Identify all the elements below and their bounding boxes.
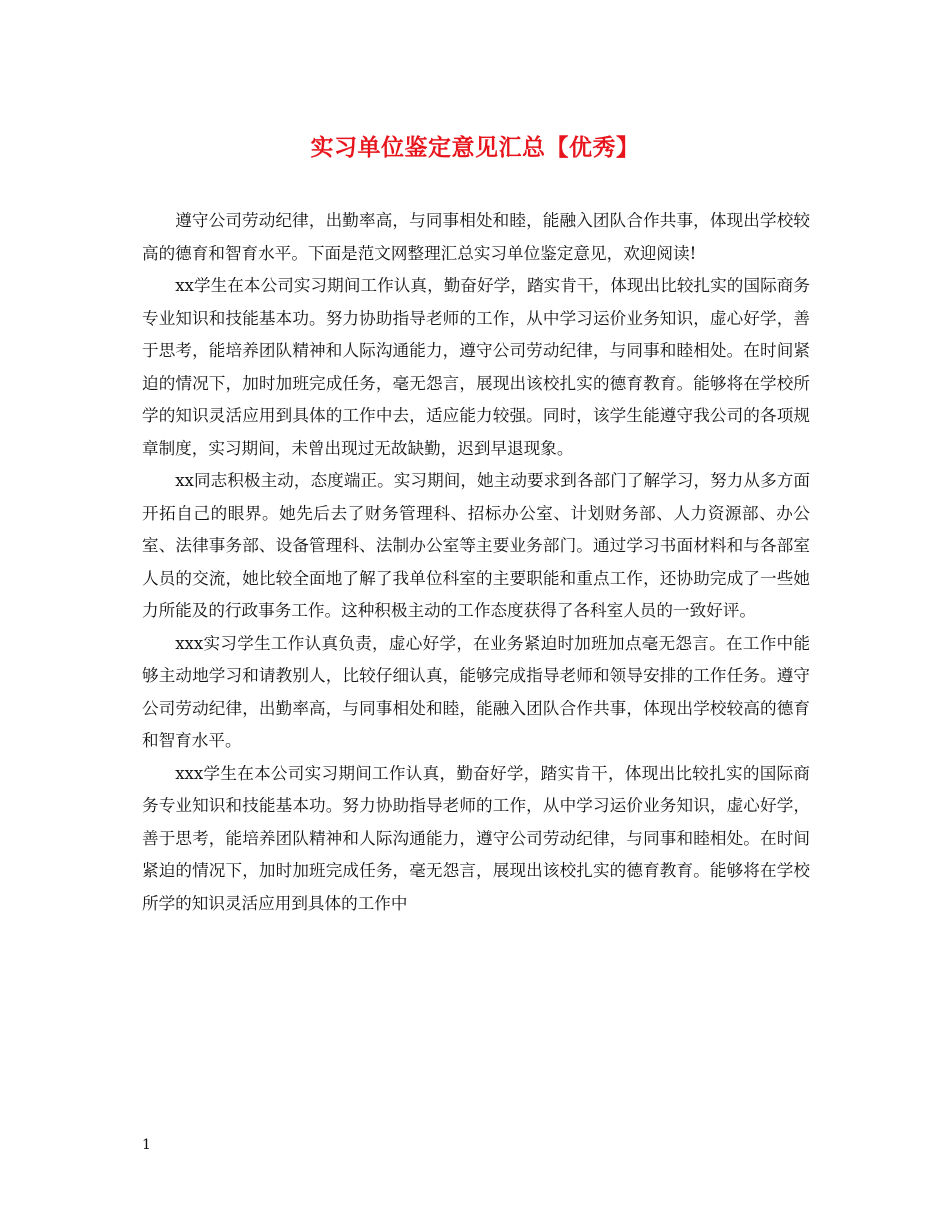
paragraph-appraisal-3: xxx实习学生工作认真负责，虚心好学，在业务紧迫时加班加点毫无怨言。在工作中能够主动地学习和请教别人，比较仔细认真，能够完成指导老师和领导安排的工作任务。遵守公司劳动纪律，出勤率高，与同事相处和睦，能融入团队合作共事，体现出学校较高的德育和智育水平。 [142,633,810,750]
page-number: 1 [142,1137,151,1153]
paragraph-intro: 遵守公司劳动纪律，出勤率高，与同事相处和睦，能融入团队合作共事，体现出学校较高的德育和智育水平。下面是范文网整理汇总实习单位鉴定意见，欢迎阅读! [142,211,810,263]
paragraph-appraisal-4: xxx学生在本公司实习期间工作认真，勤奋好学，踏实肯干，体现出比较扎实的国际商务专业知识和技能基本功。努力协助指导老师的工作，从中学习运价业务知识，虚心好学，善于思考，能培养团队精神和人际沟通能力，遵守公司劳动纪律，与同事和睦相处。在时间紧迫的情况下，加时加班完成任务，毫无怨言，展现出该校扎实的德育教育。能够将在学校所学的知识灵活应用到具体的工作中 [142,763,810,913]
paragraph-appraisal-1: xx学生在本公司实习期间工作认真，勤奋好学，踏实肯干，体现出比较扎实的国际商务专业知识和技能基本功。努力协助指导老师的工作，从中学习运价业务知识，虚心好学，善于思考，能培养团队精神和人际沟通能力，遵守公司劳动纪律，与同事和睦相处。在时间紧迫的情况下，加时加班完成任务，毫无怨言，展现出该校扎实的德育教育。能够将在学校所学的知识灵活应用到具体的工作中去，适应能力较强。同时，该学生能遵守我公司的各项规章制度，实习期间，未曾出现过无故缺勤，迟到早退现象。 [142,276,810,458]
document-title: 实习单位鉴定意见汇总【优秀】 [310,134,640,161]
document-body [142,205,810,920]
paragraph-appraisal-2: xx同志积极主动，态度端正。实习期间，她主动要求到各部门了解学习，努力从多方面开拓自己的眼界。她先后去了财务管理科、招标办公室、计划财务部、人力资源部、办公室、法律事务部、设备管理科、法制办公室等主要业务部门。通过学习书面材料和与各部室人员的交流，她比较全面地了解了我单位科室的主要职能和重点工作，还协助完成了一些她力所能及的行政事务工作。这种积极主动的工作态度获得了各科室人员的一致好评。 [142,471,810,620]
